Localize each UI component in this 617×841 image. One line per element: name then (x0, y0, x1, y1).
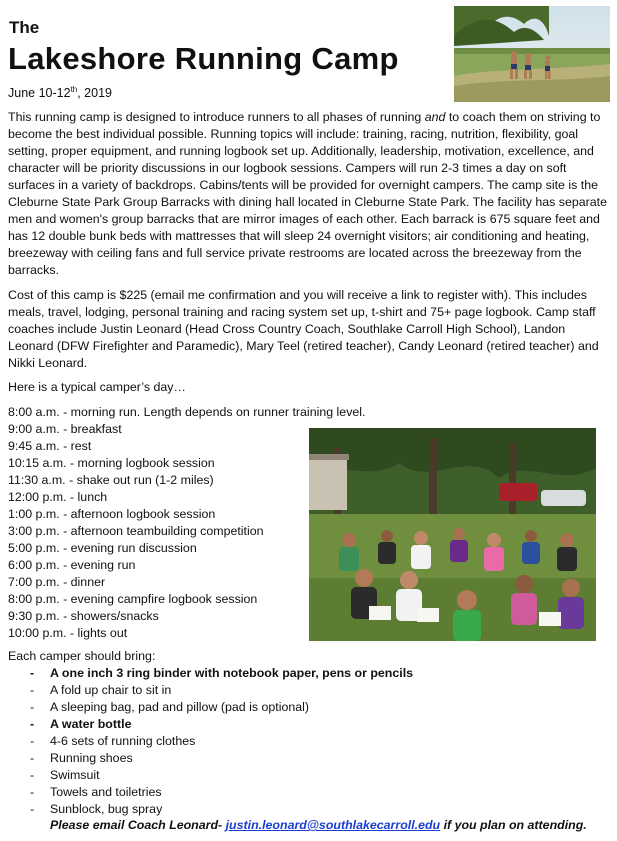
title-prefix: The (9, 18, 40, 37)
camp-date: June 10-12th, 2019 (8, 85, 112, 101)
list-item: - Swimsuit (30, 768, 100, 782)
runners-photo (454, 6, 610, 102)
list-item: - Running shoes (30, 751, 133, 765)
logbook-session-photo (309, 428, 596, 641)
list-item: - A water bottle (30, 717, 132, 731)
schedule-item: 5:00 p.m. - evening run discussion (8, 541, 197, 555)
schedule-item: 1:00 p.m. - afternoon logbook session (8, 507, 216, 521)
typical-day-intro: Here is a typical camper’s day… (8, 380, 186, 394)
schedule-item: 9:30 p.m. - showers/snacks (8, 609, 159, 623)
list-item: - A sleeping bag, pad and pillow (pad is optional) (30, 700, 310, 714)
list-item: - Sunblock, bug spray (30, 802, 163, 816)
schedule-item: 10:15 a.m. - morning logbook session (8, 456, 215, 470)
email-link[interactable]: justin.leonard@southlakecarroll.edu (225, 818, 441, 832)
schedule-item: 8:00 a.m. - morning run. Length depends on runner training level. (8, 405, 366, 419)
bring-heading: Each camper should bring: (8, 649, 156, 663)
schedule-item: 12:00 p.m. - lunch (8, 490, 108, 504)
page-title: Lakeshore Running Camp (8, 41, 399, 76)
schedule-item: 9:00 a.m. - breakfast (8, 422, 122, 436)
intro-paragraph: This running camp is designed to introduce runners to all phases of running and to coach them on striving to become the best individual possible. Running topics will include: training, racing, nutrition, flexibility, goal setting, proper equipment, and running logbook set up. Additionally, leadership, motivation, excellence, and character will be priority discussions in our logbook sessions. Campers will run 2-3 times a day on soft surfaces in a variety of backdrops. Cabins/tents will be provided for overnight campers. The camp site is the Cleburne State Park Group Barracks with dining hall located in Cleburne State Park. The facility has separate men and women's group barracks that are mirror images of each other. Each barrack is 675 square feet and has 12 double bunk beds with mattresses that will sleep 24 overnight visitors; air conditioning and heating, breezeway with ceiling fans and full service private restrooms are located across the breezeway from the barracks. (8, 110, 607, 277)
schedule-item: 11:30 a.m. - shake out run (1-2 miles) (8, 473, 214, 487)
schedule-item: 9:45 a.m. - rest (8, 439, 92, 453)
schedule-item: 10:00 p.m. - lights out (8, 626, 128, 640)
list-item: - A one inch 3 ring binder with notebook paper, pens or pencils (30, 666, 414, 680)
list-item: - A fold up chair to sit in (30, 683, 172, 697)
schedule-item: 8:00 p.m. - evening campfire logbook session (8, 592, 258, 606)
cost-paragraph: Cost of this camp is $225 (email me confirmation and you will receive a link to register with). This includes meals, travel, lodging, personal training and racing system set up, t-shirt and 75+ page logbook. Camp staff coaches include Justin Leonard (Head Cross Country Coach, Southlake Carroll High School), Landon Leonard (DFW Firefighter and Paramedic), Mary Teel (retired teacher), Candy Leonard (retired teacher) and Nikki Leonard. (8, 288, 599, 370)
bring-list (30, 665, 413, 818)
schedule-item: 7:00 p.m. - dinner (8, 575, 106, 589)
list-item: - 4-6 sets of running clothes (30, 734, 196, 748)
contact-line: Please email Coach Leonard- justin.leonard@southlakecarroll.edu if you plan on attending. (50, 818, 587, 832)
schedule-item: 6:00 p.m. - evening run (8, 558, 136, 572)
list-item: - Towels and toiletries (30, 785, 162, 799)
schedule-item: 3:00 p.m. - afternoon teambuilding competition (8, 524, 264, 538)
